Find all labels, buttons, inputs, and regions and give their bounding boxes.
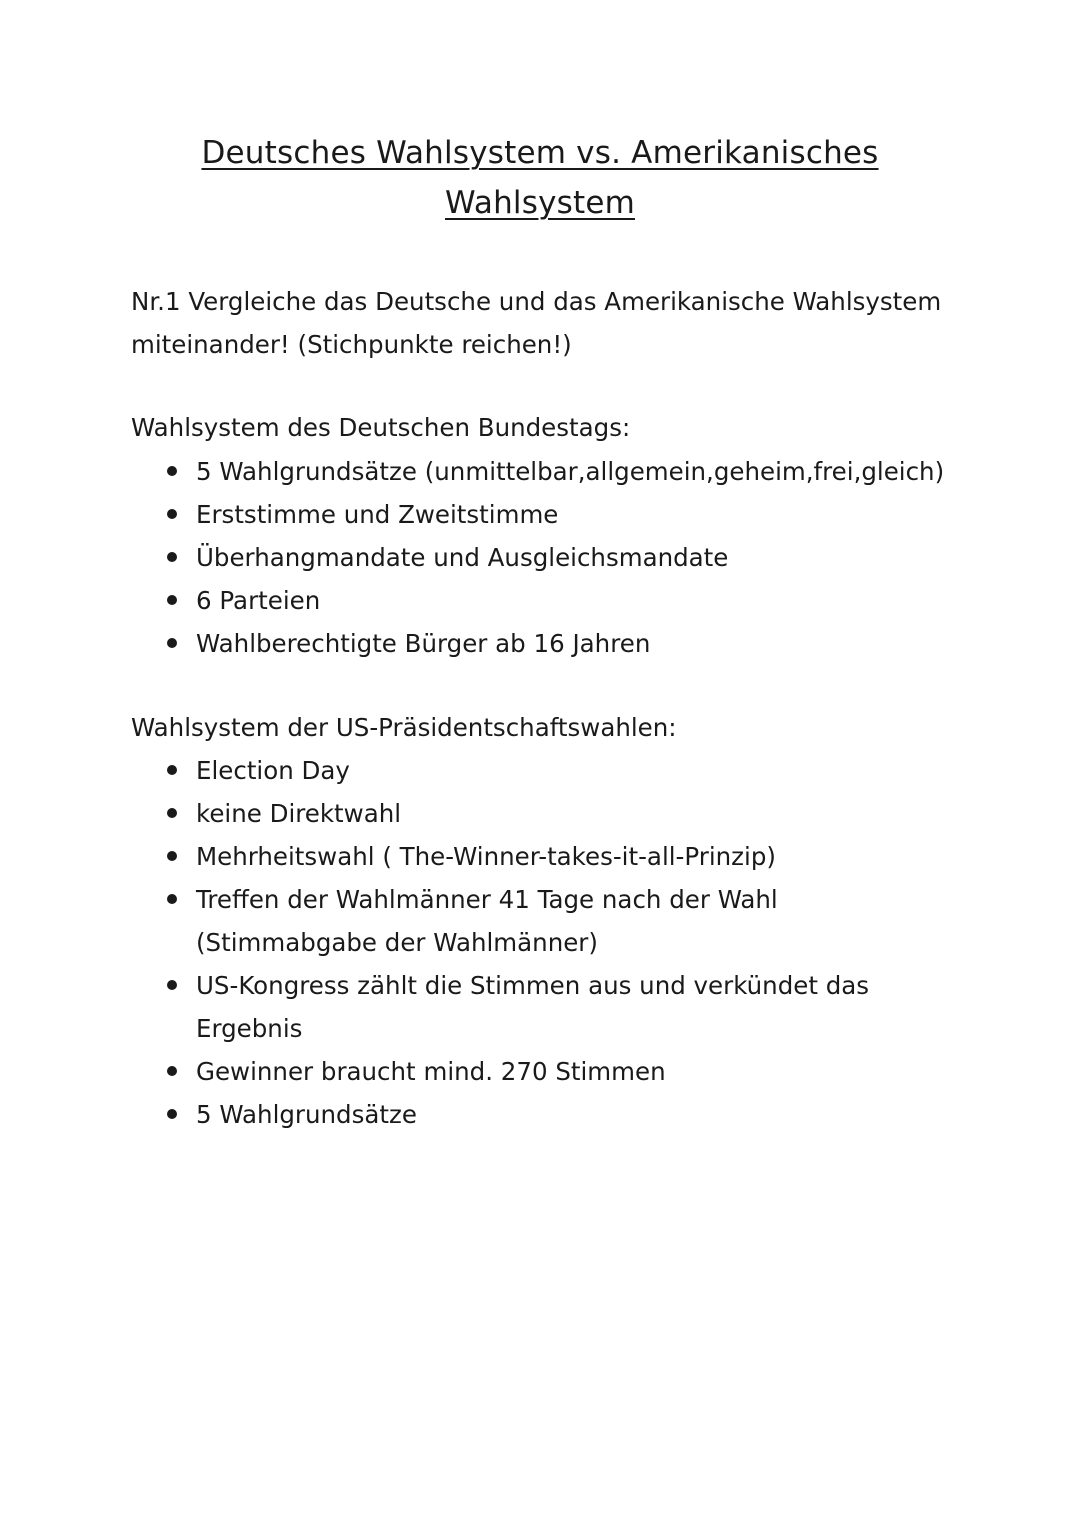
section-heading-usa: Wahlsystem der US-Präsidentschaftswahlen: xyxy=(131,713,677,742)
list-item: Erststimme und Zweitstimme xyxy=(131,493,951,536)
section-heading-germany: Wahlsystem des Deutschen Bundestags: xyxy=(131,413,631,442)
list-item: Gewinner braucht mind. 270 Stimmen xyxy=(131,1050,951,1093)
document-title xyxy=(0,128,1080,228)
title-line-2: Wahlsystem xyxy=(445,185,635,221)
list-item: 5 Wahlgrundsätze xyxy=(131,1093,951,1136)
list-item: Election Day xyxy=(131,749,951,792)
list-item: Treffen der Wahlmänner 41 Tage nach der Wahl (Stimmabgabe der Wahlmänner) xyxy=(131,878,951,964)
list-item: Mehrheitswahl ( The-Winner-takes-it-all-Prinzip) xyxy=(131,835,951,878)
list-item: US-Kongress zählt die Stimmen aus und verkündet das Ergebnis xyxy=(131,964,951,1050)
bullet-list-usa xyxy=(131,749,951,1136)
task-line-1: Nr.1 Vergleiche das Deutsche und das Amerikanische Wahlsystem xyxy=(131,287,942,316)
list-item: 5 Wahlgrundsätze (unmittelbar,allgemein,geheim,frei,gleich) xyxy=(131,450,951,493)
task-line-2: miteinander! (Stichpunkte reichen!) xyxy=(131,330,572,359)
bullet-list-germany xyxy=(131,450,951,665)
list-item: keine Direktwahl xyxy=(131,792,951,835)
task-instruction xyxy=(131,280,961,366)
title-line-1: Deutsches Wahlsystem vs. Amerikanisches xyxy=(201,135,879,171)
list-item: Wahlberechtigte Bürger ab 16 Jahren xyxy=(131,622,951,665)
list-item: Überhangmandate und Ausgleichsmandate xyxy=(131,536,951,579)
list-item: 6 Parteien xyxy=(131,579,951,622)
